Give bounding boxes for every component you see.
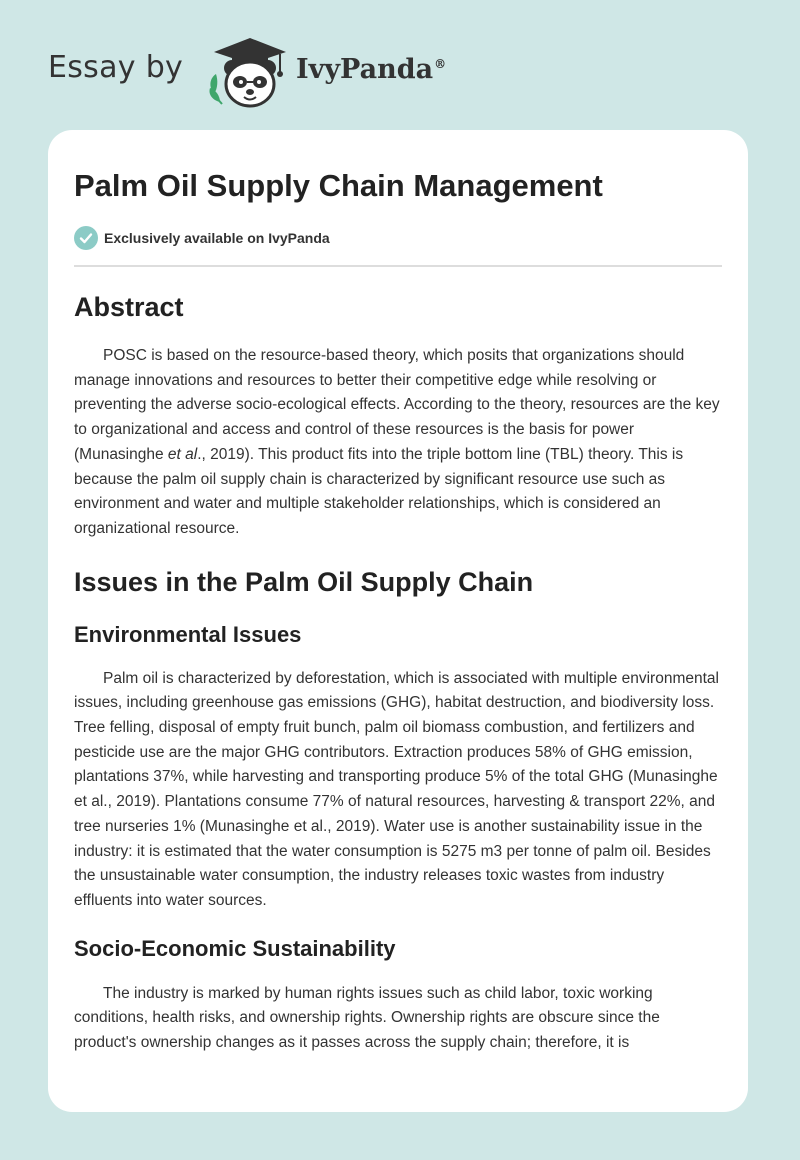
check-icon	[74, 226, 98, 250]
title-divider	[74, 265, 722, 267]
environmental-issues-heading: Environmental Issues	[74, 621, 302, 647]
environmental-issues-paragraph: Palm oil is characterized by deforestation, which is associated with multiple environmental issues, including greenhouse gas emissions (GHG), habitat destruction, and biodiversity loss. Tree felling, disposal of empty fruit bunch, palm oil biomass combustion, and fertilizers and pesticide use are the major GHG contributors. Extraction produces 58% of GHG emission, plantations 37%, while harvesting and transporting produce 5% of the total GHG (Munasinghe et al., 2019). Plantations consume 77% of natural resources, harvesting & transport 22%, and tree nurseries 1% (Munasinghe et al., 2019). Water use is another sustainability issue in the industry: it is estimated that the water consumption is 5275 m3 per tonne of palm oil. Besides the unsustainable water consumption, the industry releases toxic wastes from industry effluents into water sources.	[74, 669, 719, 909]
essay-card	[48, 130, 748, 1112]
brand-logo-text[interactable]: IvyPanda®	[296, 54, 447, 85]
socio-economic-paragraph: The industry is marked by human rights issues such as child labor, toxic working conditions, health risks, and ownership rights. Ownership rights are obscure since the product's ownership changes as it passes across the supply chain; therefore, it is	[74, 984, 660, 1052]
exclusive-badge	[74, 225, 722, 251]
exclusive-badge-label: Exclusively available on IvyPanda	[104, 230, 330, 246]
issues-heading: Issues in the Palm Oil Supply Chain	[74, 566, 534, 597]
page-title: Palm Oil Supply Chain Management	[74, 168, 603, 203]
essay-by-label: Essay by	[48, 50, 184, 85]
abstract-paragraph: POSC is based on the resource-based theory, which posits that organizations should manage innovations and resources to better their competitive edge while resolving or preventing the adverse socio-ecological effects. According to the theory, resources are the key to organizational and access and control of these resources is the basis for power (Munasinghe et al., 2019). This product fits into the triple bottom line (TBL) theory. This is because the palm oil supply chain is characterized by significant resource use such as environment and water and multiple stakeholder relationships, which is considered an organizational resource.	[74, 347, 720, 537]
socio-economic-heading: Socio-Economic Sustainability	[74, 935, 396, 961]
panda-graduate-icon[interactable]	[200, 34, 292, 110]
site-header	[0, 0, 800, 128]
abstract-heading: Abstract	[74, 292, 184, 322]
